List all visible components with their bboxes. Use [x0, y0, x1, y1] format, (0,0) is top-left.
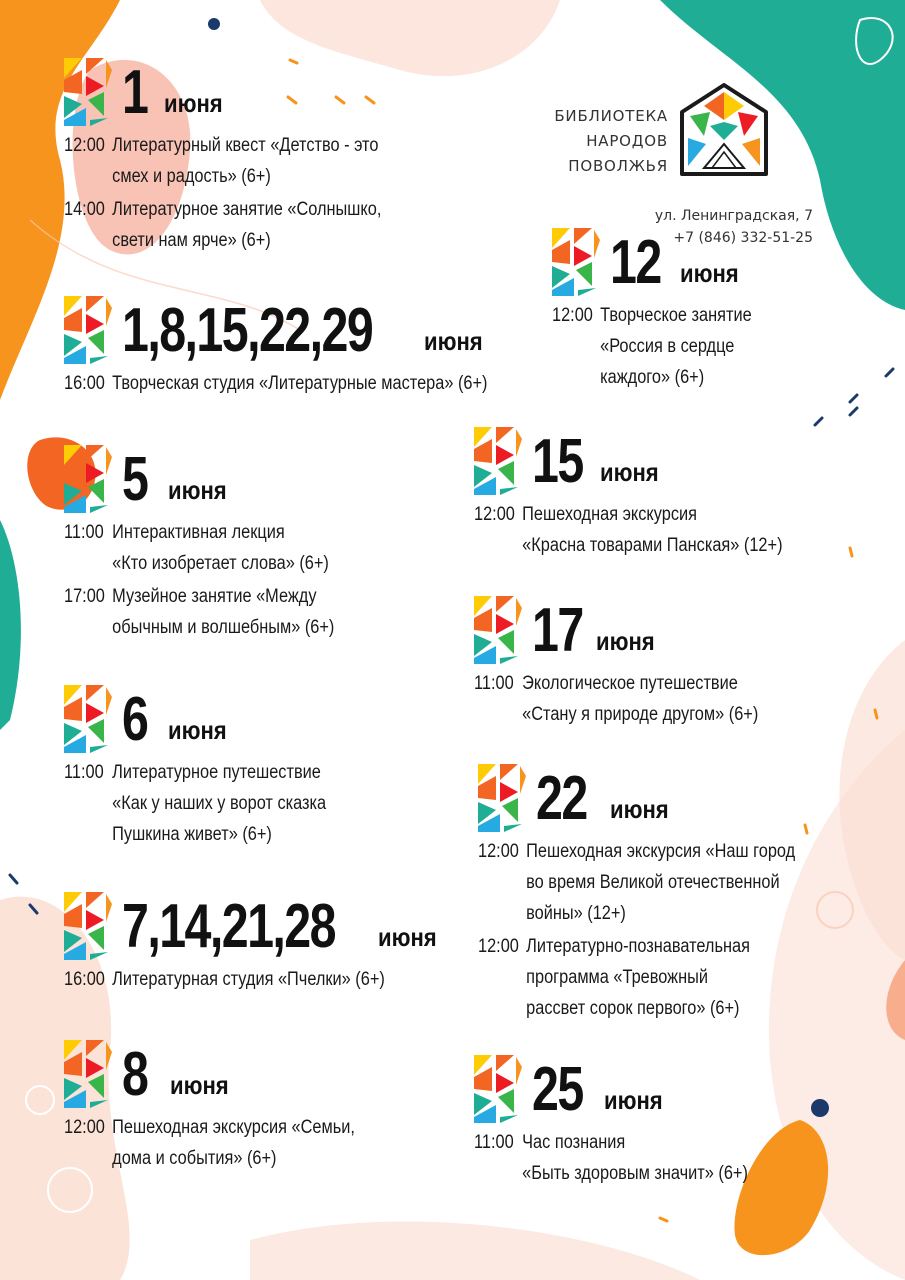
- event-description-line: «Красна товарами Панская» (12+): [522, 535, 783, 556]
- event-description-line: свети нам ярче» (6+): [112, 230, 271, 251]
- event-description-line: Литературно-познавательная: [526, 936, 750, 957]
- day-number: 6: [122, 685, 148, 754]
- day-number: 5: [122, 445, 148, 514]
- event-description-line: Интерактивная лекция: [112, 522, 285, 543]
- address-street: ул. Ленинградская, 7: [654, 208, 813, 224]
- navy-dot-top: [208, 18, 220, 30]
- event-time: 11:00: [474, 673, 514, 694]
- day-header: [474, 1055, 792, 1125]
- event-item: [474, 499, 783, 561]
- event-day-block: [474, 596, 805, 730]
- event-description-line: «Россия в сердце: [600, 336, 735, 357]
- event-description-line: Экологическое путешествие: [522, 673, 738, 694]
- event-time: 12:00: [474, 504, 515, 525]
- event-time: 12:00: [64, 1117, 105, 1138]
- day-number: 1,8,15,22,29: [122, 296, 373, 365]
- event-description: [522, 668, 758, 730]
- event-description-line: «Кто изобретает слова» (6+): [112, 553, 329, 574]
- day-header: [64, 445, 378, 515]
- event-item: [64, 517, 334, 579]
- day-number: 25: [532, 1055, 583, 1124]
- month-label: июня: [378, 922, 437, 952]
- month-label: июня: [600, 457, 659, 487]
- day-header: [474, 427, 833, 497]
- event-description: [112, 194, 381, 256]
- library-mosaic-icon: [64, 296, 112, 364]
- event-day-block: [474, 427, 833, 561]
- library-mosaic-icon: [474, 427, 522, 495]
- event-description-line: «Быть здоровым значит» (6+): [522, 1163, 748, 1184]
- event-time: 12:00: [552, 305, 593, 326]
- event-time: 17:00: [64, 586, 105, 607]
- library-logo: [540, 82, 780, 182]
- event-description: [112, 581, 334, 643]
- event-description-line: программа «Тревожный: [526, 967, 708, 988]
- event-item: [64, 1112, 355, 1174]
- day-number: 22: [536, 764, 587, 833]
- day-header: [474, 596, 805, 666]
- day-number: 15: [532, 427, 583, 496]
- day-header: [64, 685, 369, 755]
- day-number: 1: [122, 58, 148, 127]
- pink-blob-bottom: [250, 1221, 700, 1280]
- event-day-block: [64, 892, 437, 995]
- library-mosaic-icon: [64, 685, 112, 753]
- event-description-line: дома и события» (6+): [112, 1148, 277, 1169]
- day-number: 17: [532, 596, 583, 665]
- event-time: 11:00: [64, 522, 104, 543]
- navy-dot-bottom-right: [811, 1099, 829, 1117]
- library-emblem-icon: [676, 82, 772, 182]
- event-item: [478, 931, 795, 1024]
- library-name-line-1: БИБЛИОТЕКА: [554, 107, 668, 125]
- event-description-line: Пешеходная экскурсия «Наш город: [526, 841, 796, 862]
- event-day-block: [474, 1055, 792, 1189]
- event-description: [112, 130, 381, 192]
- library-mosaic-icon: [64, 58, 112, 126]
- day-header: [64, 1040, 402, 1110]
- event-item: [474, 1127, 748, 1189]
- event-description-line: Литературный квест «Детство - это: [112, 135, 379, 156]
- event-time: 11:00: [474, 1132, 514, 1153]
- month-label: июня: [610, 794, 669, 824]
- event-time: 16:00: [64, 373, 105, 394]
- event-description: [526, 931, 795, 1024]
- library-name: [540, 104, 668, 179]
- event-item: [552, 300, 752, 393]
- event-description: [522, 499, 782, 561]
- month-label: июня: [596, 626, 655, 656]
- month-label: июня: [604, 1085, 663, 1115]
- event-description-line: «Как у наших у ворот сказка: [112, 793, 327, 814]
- month-label: июня: [680, 258, 739, 288]
- event-description-line: Час познания: [522, 1132, 626, 1153]
- event-day-block: [552, 228, 784, 393]
- event-description-line: Литературное занятие «Солнышко,: [112, 199, 382, 220]
- event-description: [112, 368, 487, 399]
- day-number: 12: [610, 228, 661, 297]
- event-description-line: каждого» (6+): [600, 367, 705, 388]
- event-item: [64, 757, 326, 850]
- event-day-block: [64, 685, 369, 850]
- event-description: [526, 836, 795, 929]
- event-description-line: Музейное занятие «Между: [112, 586, 317, 607]
- event-description-line: рассвет сорок первого» (6+): [526, 998, 740, 1019]
- day-number: 8: [122, 1040, 148, 1109]
- day-header: [478, 764, 847, 834]
- event-item: [478, 836, 795, 929]
- day-header: [64, 58, 433, 128]
- event-description-line: войны» (12+): [526, 903, 626, 924]
- event-description-line: Творческое занятие: [600, 305, 752, 326]
- event-item: [64, 368, 487, 399]
- library-mosaic-icon: [64, 1040, 112, 1108]
- day-header: [552, 228, 784, 298]
- event-description: [112, 964, 385, 995]
- event-item: [64, 964, 385, 995]
- library-mosaic-icon: [552, 228, 600, 296]
- event-description: [112, 757, 326, 850]
- event-description: [600, 300, 752, 393]
- event-day-block: [64, 58, 433, 256]
- day-header: [64, 892, 437, 962]
- event-day-block: [64, 1040, 402, 1174]
- event-description-line: Литературное путешествие: [112, 762, 321, 783]
- event-item: [474, 668, 758, 730]
- event-time: 14:00: [64, 199, 105, 220]
- month-label: июня: [170, 1070, 229, 1100]
- library-mosaic-icon: [64, 892, 112, 960]
- day-number: 7,14,21,28: [122, 892, 335, 961]
- month-label: июня: [168, 475, 227, 505]
- library-mosaic-icon: [474, 1055, 522, 1123]
- event-description-line: обычным и волшебным» (6+): [112, 617, 335, 638]
- day-header: [64, 296, 556, 366]
- library-name-line-2: НАРОДОВ: [586, 132, 668, 150]
- event-item: [64, 581, 334, 643]
- event-description-line: «Стану я природе другом» (6+): [522, 704, 759, 725]
- teal-blob-left: [0, 520, 21, 730]
- event-description-line: Литературная студия «Пчелки» (6+): [112, 969, 385, 990]
- event-description: [112, 1112, 355, 1174]
- library-name-line-3: ПОВОЛЖЬЯ: [568, 157, 668, 175]
- event-time: 16:00: [64, 969, 105, 990]
- library-mosaic-icon: [478, 764, 526, 832]
- event-day-block: [478, 764, 847, 1024]
- month-label: июня: [424, 326, 483, 356]
- event-item: [64, 194, 381, 256]
- event-time: 12:00: [478, 936, 519, 957]
- event-description-line: смех и радость» (6+): [112, 166, 271, 187]
- event-description-line: Творческая студия «Литературные мастера» (6+): [112, 373, 488, 394]
- event-time: 12:00: [478, 841, 519, 862]
- month-label: июня: [164, 88, 223, 118]
- event-day-block: [64, 445, 378, 643]
- library-mosaic-icon: [474, 596, 522, 664]
- event-time: 11:00: [64, 762, 104, 783]
- event-description: [522, 1127, 748, 1189]
- event-item: [64, 130, 381, 192]
- address-phone: +7 (846) 332-51-25: [673, 230, 813, 246]
- event-day-block: [64, 296, 556, 399]
- event-time: 12:00: [64, 135, 105, 156]
- event-description-line: Пешеходная экскурсия «Семьи,: [112, 1117, 355, 1138]
- month-label: июня: [168, 715, 227, 745]
- library-mosaic-icon: [64, 445, 112, 513]
- event-description-line: во время Великой отечественной: [526, 872, 780, 893]
- event-description: [112, 517, 334, 579]
- event-description-line: Пешеходная экскурсия: [522, 504, 697, 525]
- event-description-line: Пушкина живет» (6+): [112, 824, 272, 845]
